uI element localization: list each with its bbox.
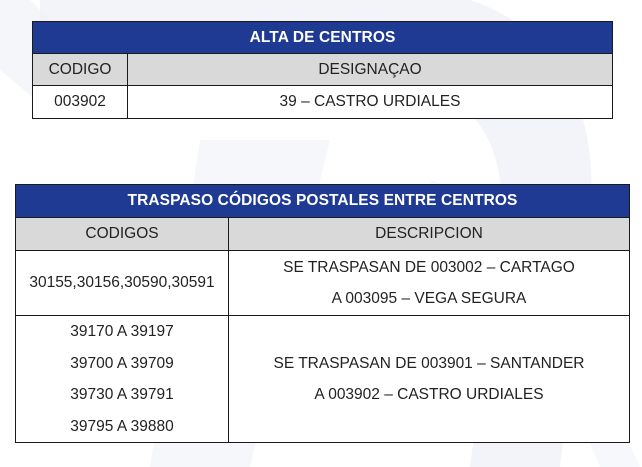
codes-cell (16, 251, 229, 316)
code-range: 39170 A 39197 (70, 323, 174, 340)
code-cell: 003902 (33, 86, 128, 119)
table-row (33, 86, 613, 119)
description-line: SE TRASPASAN DE 003002 – CARTAGO (283, 258, 575, 276)
codigos-column-header: CODIGOS (16, 218, 229, 251)
table-row (16, 251, 630, 316)
description-line: SE TRASPASAN DE 003901 – SANTANDER (273, 354, 585, 372)
traspaso-codigos-table (15, 184, 630, 443)
code-range: 39795 A 39880 (70, 417, 174, 435)
description-cell (229, 316, 630, 443)
codigo-column-header: CODIGO (33, 54, 128, 86)
codes-cell (16, 316, 229, 443)
alta-de-centros-table (32, 21, 613, 119)
description-line: A 003095 – VEGA SEGURA (331, 290, 527, 307)
description-cell (229, 251, 630, 316)
designation-cell: 39 – CASTRO URDIALES (128, 86, 613, 119)
code-range: 39730 A 39791 (70, 386, 174, 403)
description-line: A 003902 – CASTRO URDIALES (314, 386, 544, 403)
designacao-column-header: DESIGNAÇAO (128, 54, 613, 86)
code-range: 30155,30156,30590,30591 (29, 274, 215, 292)
descripcion-column-header: DESCRIPCION (229, 218, 630, 251)
table-row (16, 316, 630, 443)
traspaso-title: TRASPASO CÓDIGOS POSTALES ENTRE CENTROS (16, 185, 630, 218)
code-range: 39700 A 39709 (70, 354, 174, 372)
alta-de-centros-title: ALTA DE CENTROS (33, 22, 613, 54)
